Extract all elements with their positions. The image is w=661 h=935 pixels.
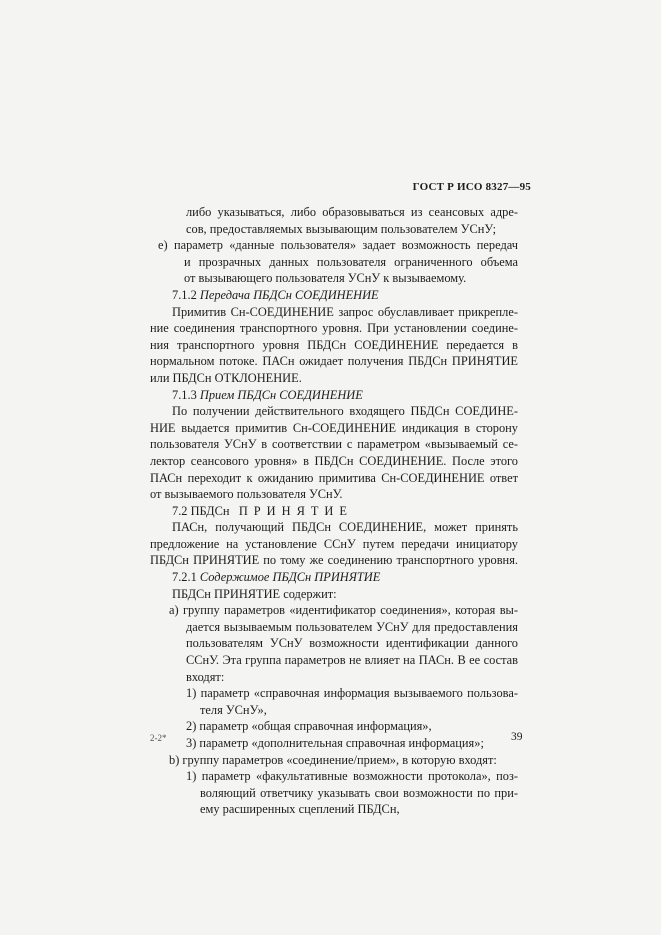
text-line: лектор сеансового уровня» в ПБДСн СОЕДИНЕНИЕ. После этого: [150, 453, 518, 468]
section-heading-7-2: [150, 503, 518, 520]
text-line: ПБДСн ПРИНЯТИЕ содержит:: [172, 586, 337, 601]
list-item-e: е) параметр «данные пользователя» задает возможность передач: [158, 238, 518, 253]
text-line: ПАСн переходит к ожиданию примитива Сн-СОЕДИНЕНИЕ ответ: [150, 470, 518, 485]
text-line: от вызывающего пользователя УСнУ к вызываемому.: [184, 271, 467, 286]
section-title: Прием ПБДСн СОЕДИНЕНИЕ: [199, 387, 363, 402]
page-body: [150, 204, 518, 818]
text-line: или ПБДСн ОТКЛОНЕНИЕ.: [150, 370, 302, 385]
text-line: и прозрачных данных пользователя ограниченного объема: [184, 254, 518, 269]
text-line: сов, предоставляемых вызывающим пользователем УСнУ;: [186, 221, 497, 236]
text-line: НИЕ выдается примитив Сн-СОЕДИНЕНИЕ индикация в сторону: [150, 420, 518, 435]
text-line: ПБДСн ПРИНЯТИЕ по тому же соединению транспортного уровня.: [150, 553, 518, 568]
section-number: 7.1.2: [172, 287, 197, 302]
text-line: предложение на установление ССнУ путем передачи инициатору: [150, 536, 518, 551]
text-line: ему расширенных сцеплений ПБДСн,: [200, 802, 400, 817]
section-number: 7.1.3: [172, 387, 197, 402]
section-heading-7-1-3: [150, 387, 518, 404]
document-header: ГОСТ Р ИСО 8327—95: [412, 181, 531, 193]
page-number: 39: [511, 731, 523, 743]
text-line: пользователя УСнУ в соответствии с параметром «вызываемый се-: [150, 437, 518, 452]
text-line: ССнУ. Эта группа параметров не влияет на ПАСн. В ее состав: [186, 653, 518, 668]
list-item-a: а) группу параметров «идентификатор соединения», которая вы-: [169, 603, 518, 618]
section-title: Передача ПБДСн СОЕДИНЕНИЕ: [199, 287, 379, 302]
text-line: По получении действительного входящего ПБДСн СОЕДИНЕ-: [172, 404, 518, 419]
sub-item-3: 3) параметр «дополнительная справочная информация»;: [186, 736, 484, 750]
section-title: ПРИНЯТИЕ: [238, 503, 353, 518]
text-line: либо указываться, либо образовываться из сеансовых адре-: [186, 205, 518, 219]
section-heading-7-1-2: [150, 287, 518, 304]
sub-item-1: 1) параметр «справочная информация вызываемого пользова-: [186, 686, 518, 701]
signature-mark: 2-2*: [150, 733, 167, 743]
text-line: теля УСнУ»,: [200, 702, 267, 717]
sub-item-1: 1) параметр «факультативные возможности протокола», поз-: [186, 769, 518, 784]
section-label: 7.2 ПБДСн: [172, 503, 230, 518]
text-line: дается вызываемым пользователем УСнУ для предоставления: [186, 619, 518, 634]
text-line: нормальном потоке. ПАСн ожидает получения ПБДСн ПРИНЯТИЕ: [150, 354, 518, 369]
text-line: пользователям УСнУ возможности идентификации данного: [186, 636, 518, 651]
text-line: ние соединения транспортного уровня. При установлении соедине-: [150, 321, 518, 336]
text-line: Примитив Сн-СОЕДИНЕНИЕ запрос обуславливает прикрепле-: [172, 304, 518, 319]
text-line: входят:: [186, 669, 225, 684]
text-line: ния транспортного уровня ПБДСн СОЕДИНЕНИЕ передается в: [150, 337, 518, 352]
list-item-b: b) группу параметров «соединение/прием», в которую входят:: [169, 752, 497, 767]
text-line: воляющий ответчику указывать свои возможности по при-: [200, 785, 518, 800]
text-line: от вызываемого пользователя УСнУ.: [150, 487, 343, 502]
sub-item-2: 2) параметр «общая справочная информация»,: [186, 719, 432, 734]
section-title: Содержимое ПБДСн ПРИНЯТИЕ: [199, 570, 381, 585]
section-number: 7.2.1: [172, 570, 197, 585]
section-heading-7-2-1: [150, 569, 518, 586]
text-line: ПАСн, получающий ПБДСн СОЕДИНЕНИЕ, может принять: [172, 520, 518, 535]
